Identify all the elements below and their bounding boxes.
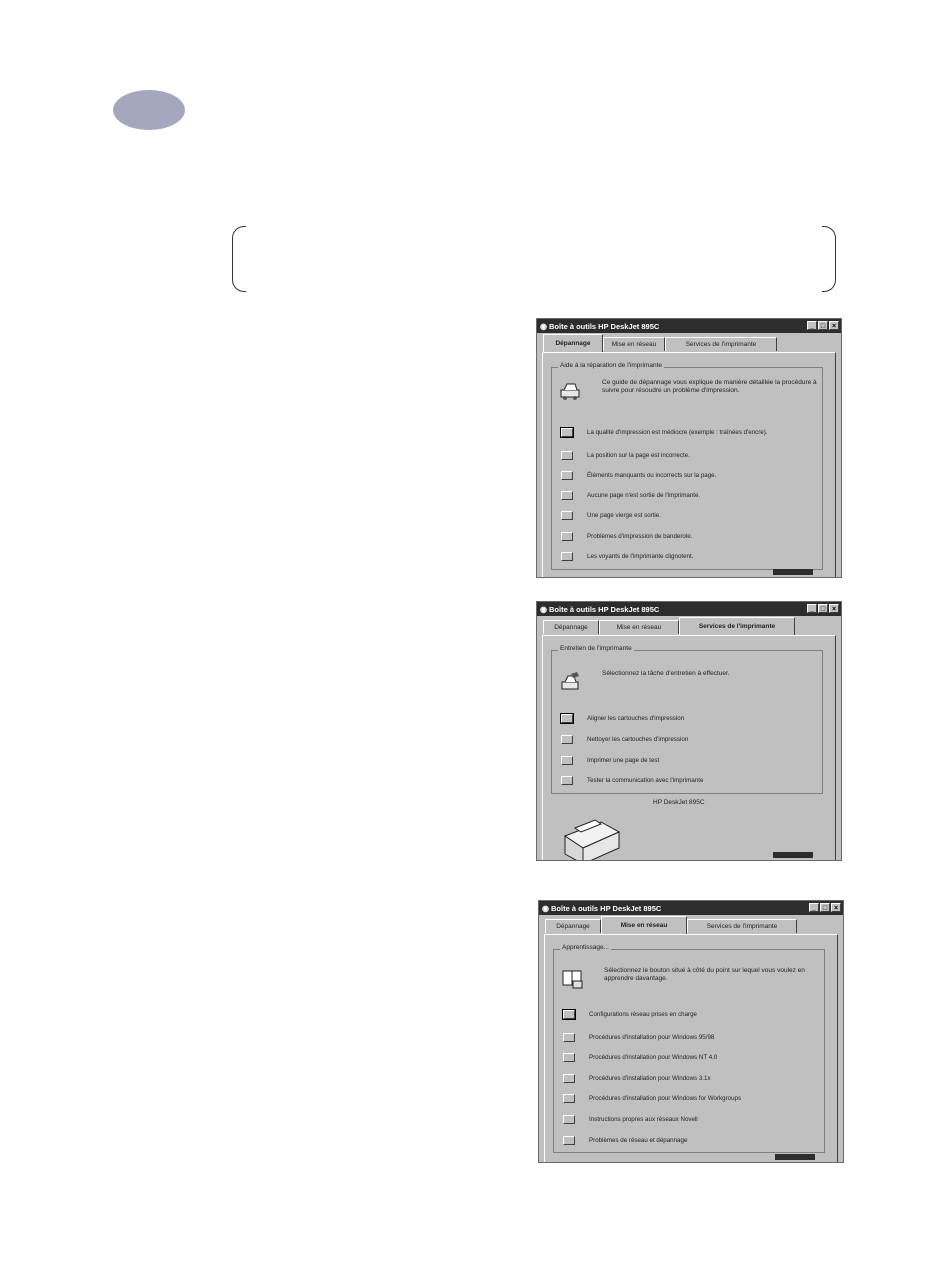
tab-printer-services[interactable]: Services de l'imprimante (679, 617, 795, 635)
close-button[interactable]: × (829, 604, 839, 613)
option-row[interactable] (561, 426, 831, 438)
tab-strip (537, 616, 841, 636)
option-button[interactable] (561, 735, 573, 744)
window-title: Boîte à outils HP DeskJet 895C (548, 604, 660, 614)
tab-troubleshooting[interactable]: Dépannage (543, 334, 603, 352)
intro (561, 967, 829, 997)
option-button[interactable] (561, 491, 573, 500)
tab-troubleshooting[interactable]: Dépannage (545, 919, 601, 933)
intro-text: Ce guide de dépannage vous explique de manière détaillée la procédure à suivre pour résoudre un problème d'impression. (602, 379, 817, 394)
option-button[interactable] (561, 714, 573, 723)
chapter-marker (113, 90, 185, 130)
minimize-button[interactable]: _ (809, 903, 819, 912)
tab-panel (542, 352, 836, 578)
option-label: Tester la communication avec l'imprimante (587, 776, 704, 784)
close-button[interactable]: × (829, 321, 839, 330)
option-label: Procédures d'installation pour Windows for Workgroups (589, 1094, 742, 1102)
option-row[interactable] (563, 1072, 833, 1084)
option-button[interactable] (561, 428, 573, 437)
option-button[interactable] (561, 552, 573, 561)
title-bar (539, 901, 843, 915)
option-row[interactable] (561, 754, 831, 766)
option-row[interactable] (563, 1113, 833, 1125)
option-button[interactable] (563, 1074, 575, 1083)
option-label: Les voyants de l'imprimante clignotent. (587, 552, 694, 560)
option-label: Une page vierge est sortie. (587, 511, 661, 519)
option-button[interactable] (561, 451, 573, 460)
option-row[interactable] (563, 1031, 833, 1043)
intro-text: Sélectionnez la tâche d'entretien à effectuer. (602, 670, 730, 677)
option-label: Procédures d'installation pour Windows 3.1x (589, 1074, 711, 1082)
tab-strip (537, 333, 841, 353)
option-row[interactable] (561, 509, 831, 521)
option-label: Nettoyer les cartouches d'impression (587, 735, 689, 743)
option-button[interactable] (561, 776, 573, 785)
note-bracket-left (232, 226, 246, 292)
option-row[interactable] (561, 449, 831, 461)
option-label: Problèmes de réseau et dépannage (589, 1136, 688, 1144)
minimize-button[interactable]: _ (807, 604, 817, 613)
option-label: La qualité d'impression est médiocre (exemple : traînées d'encre). (587, 428, 768, 436)
option-button[interactable] (561, 471, 573, 480)
intro (559, 670, 827, 700)
maintenance-icon (559, 672, 581, 692)
option-row[interactable] (561, 530, 831, 542)
tab-strip (539, 915, 843, 935)
option-label: Configurations réseau prises en charge (589, 1010, 698, 1018)
option-row[interactable] (563, 1051, 833, 1063)
option-button[interactable] (563, 1033, 575, 1042)
hp-logo (775, 1154, 815, 1160)
window-title: Boîte à outils HP DeskJet 895C (550, 903, 662, 913)
option-label: Procédures d'installation pour Windows 95/98 (589, 1033, 715, 1041)
option-button[interactable] (563, 1136, 575, 1145)
option-button[interactable] (563, 1010, 575, 1019)
maximize-button[interactable]: □ (818, 604, 828, 613)
group-title: Entretien de l'imprimante (560, 645, 632, 652)
option-label: Éléments manquants ou incorrects sur la page. (587, 471, 717, 479)
close-button[interactable]: × (831, 903, 841, 912)
printer-model-label: HP DeskJet 895C (653, 799, 705, 806)
toolbox-window-networking (538, 900, 844, 1163)
title-bar (537, 319, 841, 333)
option-row[interactable] (561, 774, 831, 786)
option-row[interactable] (561, 733, 831, 745)
app-icon: ◉ (542, 903, 549, 913)
option-button[interactable] (561, 511, 573, 520)
note-bracket-right (822, 226, 836, 292)
option-label: Problèmes d'impression de banderole. (587, 532, 693, 540)
network-book-icon (561, 969, 583, 989)
option-button[interactable] (561, 756, 573, 765)
maximize-button[interactable]: □ (820, 903, 830, 912)
group-title: Aide à la réparation de l'imprimante (560, 362, 663, 369)
hp-logo (773, 569, 813, 575)
option-row[interactable] (561, 712, 831, 724)
option-button[interactable] (561, 532, 573, 541)
app-icon: ◉ (540, 604, 547, 614)
printer-illustration (561, 814, 621, 861)
tab-printer-services[interactable]: Services de l'imprimante (665, 337, 777, 351)
group-title: Apprentissage... (562, 944, 609, 951)
option-row[interactable] (561, 469, 831, 481)
option-label: La position sur la page est incorrecte. (587, 451, 690, 459)
option-button[interactable] (563, 1115, 575, 1124)
option-row[interactable] (563, 1008, 833, 1020)
option-label: Procédures d'installation pour Windows NT 4.0 (589, 1053, 718, 1061)
printer-repair-icon (559, 381, 581, 401)
minimize-button[interactable]: _ (807, 321, 817, 330)
option-row[interactable] (563, 1092, 833, 1104)
option-button[interactable] (563, 1094, 575, 1103)
option-button[interactable] (563, 1053, 575, 1062)
option-label: Aligner les cartouches d'impression (587, 714, 685, 722)
note-box (232, 226, 836, 292)
intro (559, 379, 827, 409)
option-row[interactable] (561, 489, 831, 501)
toolbox-window-troubleshooting (536, 318, 842, 578)
tab-panel (542, 635, 836, 861)
tab-networking[interactable]: Mise en réseau (599, 620, 679, 634)
tab-troubleshooting[interactable]: Dépannage (543, 620, 599, 634)
window-title: Boîte à outils HP DeskJet 895C (548, 321, 660, 331)
option-label: Aucune page n'est sortie de l'imprimante. (587, 491, 701, 499)
option-row[interactable] (563, 1134, 833, 1146)
maximize-button[interactable]: □ (818, 321, 828, 330)
tab-panel (544, 934, 838, 1163)
intro-text: Sélectionnez le bouton situé à côté du point sur lequel vous voulez en apprendre davantage. (604, 967, 805, 982)
tab-networking[interactable]: Mise en réseau (601, 916, 687, 934)
toolbox-window-printer-services (536, 601, 842, 861)
tab-printer-services[interactable]: Services de l'imprimante (687, 919, 797, 933)
hp-logo (773, 852, 813, 858)
title-bar (537, 602, 841, 616)
option-label: Imprimer une page de test (587, 756, 660, 764)
option-row[interactable] (561, 550, 831, 562)
option-label: Instructions propres aux réseaux Novell (589, 1115, 698, 1123)
app-icon: ◉ (540, 321, 547, 331)
tab-networking[interactable]: Mise en réseau (603, 337, 665, 351)
